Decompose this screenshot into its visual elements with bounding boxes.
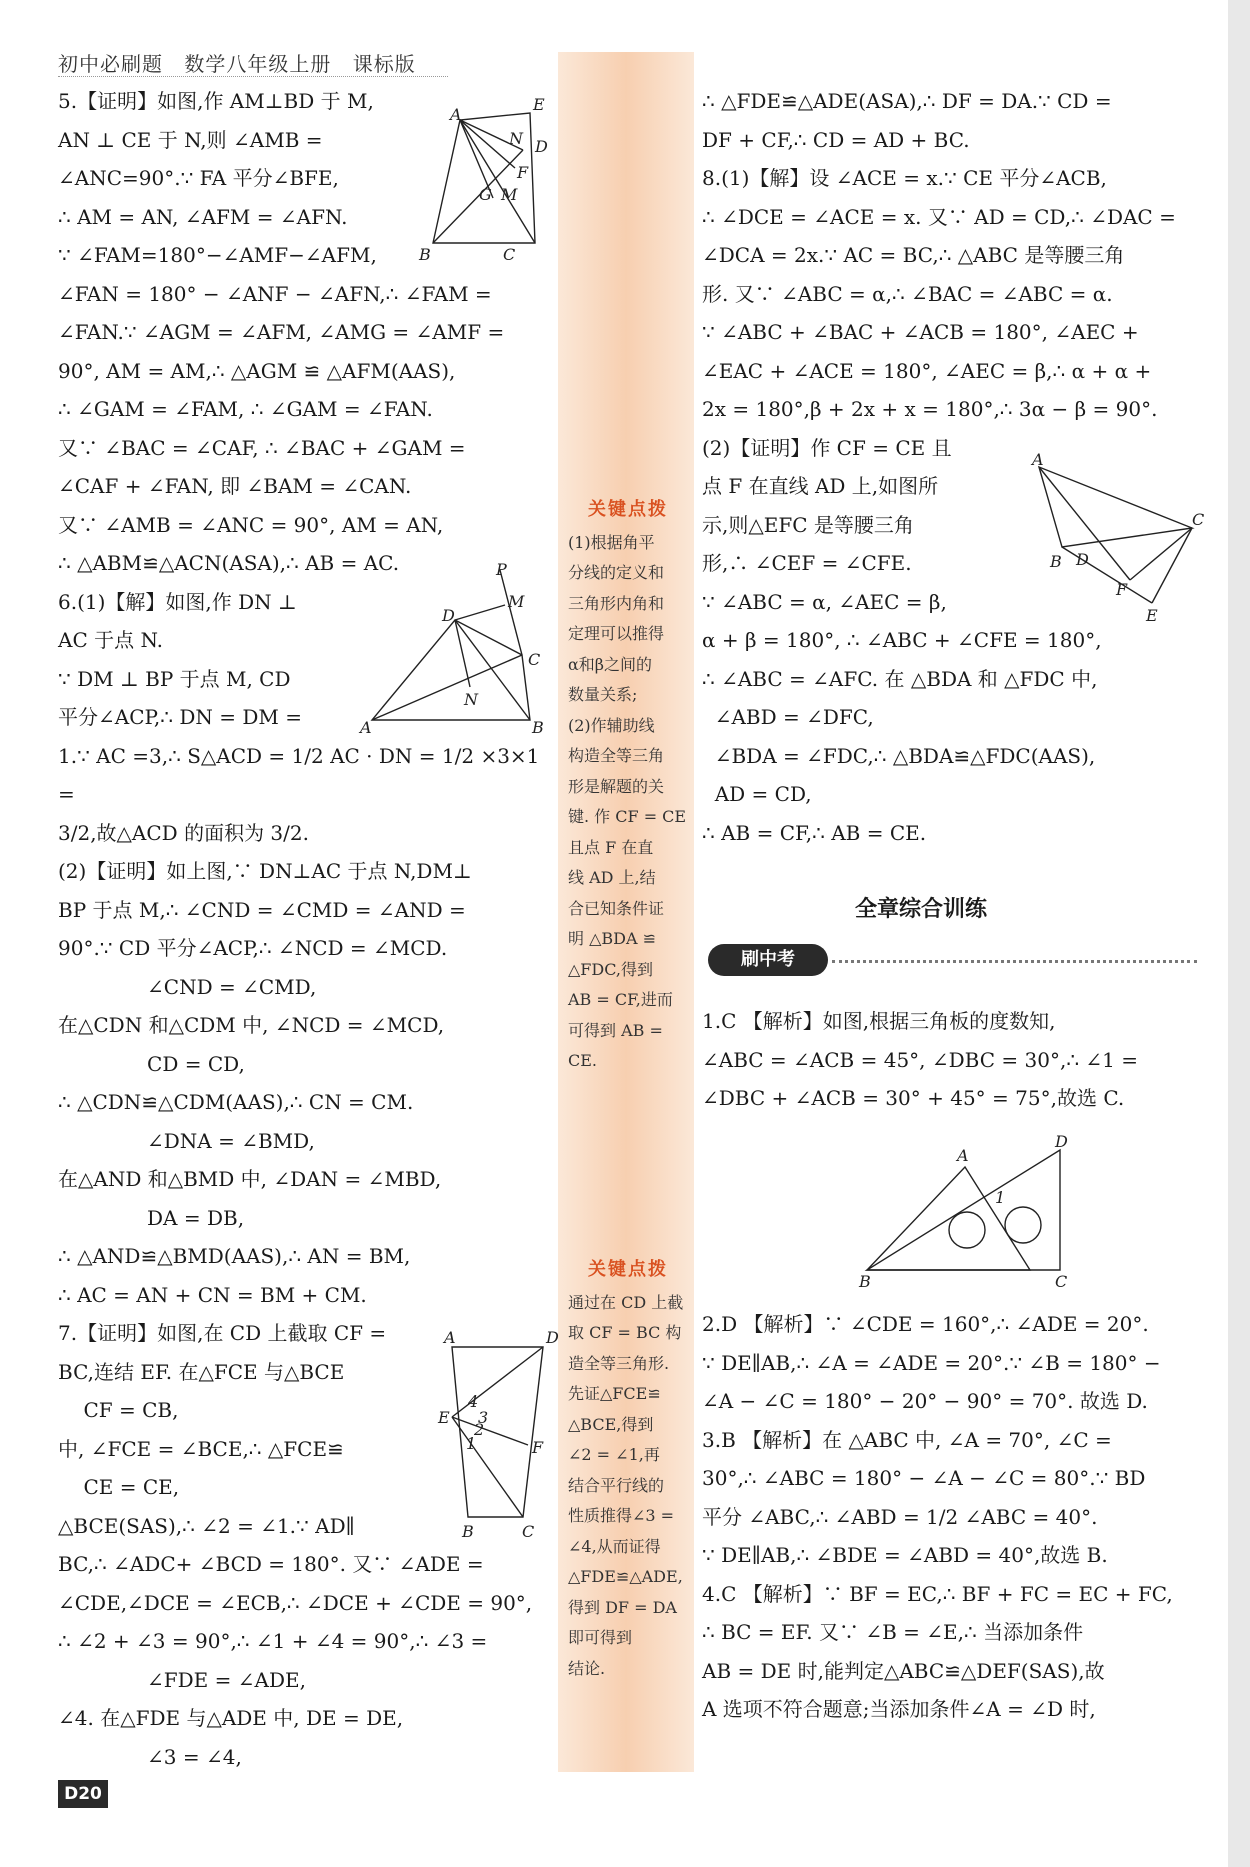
answer-line: 平分 ∠ABC,∴ ∠ABD = 1/2 ∠ABC = 40°. <box>702 1504 1098 1529</box>
fig5-label-m: M <box>501 185 518 204</box>
fig6-label-p: P <box>496 560 507 579</box>
solution-line: ∴ AB = CF,∴ AB = CE. <box>702 820 927 845</box>
fig8-label-c: C <box>1192 510 1205 529</box>
fig7-label-d: D <box>546 1328 559 1347</box>
fig6-label-c: C <box>528 650 541 669</box>
answer-line: ∵ DE∥AB,∴ ∠BDE = ∠ABD = 40°,故选 B. <box>702 1543 1108 1567</box>
tip-line: 数量关系; <box>568 685 638 704</box>
tip-title: 关键点拨 <box>588 499 668 520</box>
figure-problem-7 <box>438 1325 558 1540</box>
solution-line: BC,连结 EF. 在△FCE 与△BCE <box>58 1359 345 1384</box>
fig6-label-n: N <box>464 690 478 709</box>
tip-title: 关键点拨 <box>588 1259 668 1280</box>
tip-line: 分线的定义和 <box>568 563 665 582</box>
fig7-label-b: B <box>462 1522 474 1541</box>
solution-line: 7.【证明】如图,在 CD 上截取 CF = <box>58 1321 387 1345</box>
fig6-label-b: B <box>532 718 544 737</box>
solution-line: AC 于点 N. <box>58 628 164 652</box>
fig9-label-a: A <box>957 1146 969 1165</box>
solution-line: ∠FDE = ∠ADE, <box>58 1667 306 1692</box>
fig9-label-c: C <box>1055 1272 1068 1291</box>
tip-line: 可得到 AB = <box>568 1020 663 1040</box>
tip-line: α和β之间的 <box>568 654 653 674</box>
answer-line: ∠ABC = ∠ACB = 45°, ∠DBC = 30°,∴ ∠1 = <box>702 1047 1139 1072</box>
solution-line: DA = DB, <box>58 1205 245 1230</box>
fig5-label-n: N <box>509 129 523 148</box>
solution-line: ∴ AC = AN + CN = BM + CM. <box>58 1282 367 1307</box>
right-column-answers-2 <box>702 1305 1207 1729</box>
exam-badge: 刷中考 <box>708 944 828 976</box>
solution-line: 8.(1)【解】设 ∠ACE = x.∵ CE 平分∠ACB, <box>702 166 1107 190</box>
solution-line: 又∵ ∠BAC = ∠CAF, ∴ ∠BAC + ∠GAM = <box>58 435 466 460</box>
tip-line: △FDE≌△ADE, <box>568 1567 683 1586</box>
fig5-label-c: C <box>503 245 516 264</box>
solution-line: CD = CD, <box>58 1051 245 1076</box>
tip-line: 性质推得∠3 = <box>568 1506 675 1525</box>
solution-line: 点 F 在直线 AD 上,如图所 <box>702 474 939 498</box>
fig8-label-d: D <box>1076 550 1089 569</box>
tip-line: (2)作辅助线 <box>568 715 655 735</box>
solution-line: 2x = 180°,β + 2x + x = 180°,∴ 3α − β = 90°. <box>702 397 1158 421</box>
badge-rule <box>832 960 1197 963</box>
solution-line: AD = CD, <box>702 782 812 806</box>
fig7-label-2: 2 <box>474 1420 485 1439</box>
tip-line: (1)根据角平 <box>568 532 655 552</box>
header-subject: 数学八年级上册 <box>184 52 332 76</box>
fig7-label-1: 1 <box>466 1434 477 1453</box>
solution-line: ∠DCA = 2x.∵ AC = BC,∴ △ABC 是等腰三角 <box>702 243 1125 267</box>
tip-line: 线 AD 上,结 <box>568 868 656 887</box>
solution-line: ∴ △CDN≌△CDM(AAS),∴ CN = CM. <box>58 1090 414 1114</box>
tip-line: 合已知条件证 <box>568 898 665 918</box>
tip-line: 取 CF = BC 构 <box>568 1323 682 1342</box>
solution-line: ∴ ∠GAM = ∠FAM, ∴ ∠GAM = ∠FAN. <box>58 397 433 421</box>
fig7-label-3: 3 <box>478 1408 489 1427</box>
right-column-answers <box>702 1002 1207 1118</box>
fig8-label-a: A <box>1032 450 1044 469</box>
figure-problem-5 <box>415 88 555 263</box>
tip-line: 结论. <box>568 1658 606 1678</box>
fig5-label-a: A <box>450 105 462 124</box>
answer-line: 4.C 【解析】∵ BF = EC,∴ BF + FC = EC + FC, <box>702 1581 1173 1606</box>
header-rule <box>58 76 448 77</box>
solution-line: α + β = 180°, ∴ ∠ABC + ∠CFE = 180°, <box>702 628 1102 652</box>
solution-line: 3/2,故△ACD 的面积为 3/2. <box>58 820 309 845</box>
solution-line: 平分∠ACP,∴ DN = DM = <box>58 705 302 729</box>
fig7-label-4: 4 <box>468 1392 479 1411</box>
fig5-label-f: F <box>517 163 529 182</box>
fig6-label-d: D <box>442 606 455 625</box>
solution-line: ∠FAN = 180° − ∠ANF − ∠AFN,∴ ∠FAM = <box>58 281 492 306</box>
tip-box-2 <box>568 1255 688 1684</box>
tip-line: 定理可以推得 <box>568 624 665 643</box>
fig5-label-g: G <box>479 185 492 204</box>
tip-line: 形是解题的关 <box>568 776 665 796</box>
tip-line: ∠2 = ∠1,再 <box>568 1445 660 1464</box>
solution-line: ∠3 = ∠4, <box>58 1744 242 1769</box>
tip-line: ∠4,从而证得 <box>568 1536 661 1556</box>
tip-line: △BCE,得到 <box>568 1414 654 1434</box>
solution-line: BP 于点 M,∴ ∠CND = ∠CMD = ∠AND = <box>58 897 466 922</box>
solution-line: ∠CAF + ∠FAN, 即 ∠BAM = ∠CAN. <box>58 474 412 498</box>
answer-line: ∠A − ∠C = 180° − 20° − 90° = 70°. 故选 D. <box>702 1389 1148 1413</box>
answer-line: ∵ DE∥AB,∴ ∠A = ∠ADE = 20°.∵ ∠B = 180° − <box>702 1350 1161 1375</box>
tip-line: 明 △BDA ≌ <box>568 929 657 948</box>
figure-exam-1 <box>855 1132 1075 1291</box>
page-edge <box>1228 0 1250 1867</box>
solution-line: 形,∴ ∠CEF = ∠CFE. <box>702 551 912 575</box>
tip-line: CE. <box>568 1051 598 1070</box>
fig9-label-d: D <box>1055 1132 1068 1151</box>
figure-problem-8 <box>1022 450 1205 625</box>
fig7-label-a: A <box>444 1328 456 1347</box>
answer-line: A 选项不符合题意;当添加条件∠A = ∠D 时, <box>702 1697 1096 1721</box>
figure-problem-6 <box>360 560 555 740</box>
fig7-label-e: E <box>438 1408 450 1427</box>
answer-line: 30°,∴ ∠ABC = 180° − ∠A − ∠C = 80°.∵ BD <box>702 1466 1146 1490</box>
solution-line: ∠CND = ∠CMD, <box>58 974 317 999</box>
solution-line: 5.【证明】如图,作 AM⊥BD 于 M, <box>58 89 374 113</box>
solution-line: ∠CDE,∠DCE = ∠ECB,∴ ∠DCE + ∠CDE = 90°, <box>58 1590 533 1615</box>
solution-line: 1.∵ AC =3,∴ S△ACD = 1/2 AC · DN = 1/2 ×3×1 = <box>58 743 546 806</box>
solution-line: 中, ∠FCE = ∠BCE,∴ △FCE≌ <box>58 1436 344 1461</box>
tip-line: 通过在 CD 上截 <box>568 1292 684 1312</box>
fig5-label-e: E <box>533 95 545 114</box>
tip-line: 键. 作 CF = CE <box>568 807 687 826</box>
solution-line: 示,则△EFC 是等腰三角 <box>702 512 914 537</box>
solution-line: CF = CB, <box>58 1398 179 1422</box>
solution-line: 在△CDN 和△CDM 中, ∠NCD = ∠MCD, <box>58 1013 445 1037</box>
tip-line: △FDC,得到 <box>568 959 653 979</box>
solution-line: ∵ DM ⊥ BP 于点 M, CD <box>58 666 291 691</box>
solution-line: 形. 又∵ ∠ABC = α,∴ ∠BAC = ∠ABC = α. <box>702 281 1113 306</box>
answer-line: 1.C 【解析】如图,根据三角板的度数知, <box>702 1009 1056 1033</box>
solution-line: ∴ △AND≌△BMD(AAS),∴ AN = BM, <box>58 1244 411 1268</box>
solution-line: (2)【证明】作 CF = CE 且 <box>702 435 952 460</box>
solution-line: △BCE(SAS),∴ ∠2 = ∠1.∵ AD∥ <box>58 1513 355 1538</box>
tip-line: 且点 F 在直 <box>568 837 654 857</box>
answer-line: AB = DE 时,能判定△ABC≌△DEF(SAS),故 <box>702 1658 1105 1683</box>
fig6-label-a: A <box>360 718 372 737</box>
tip-line: 三角形内角和 <box>568 593 665 613</box>
solution-line: ∵ ∠ABC = α, ∠AEC = β, <box>702 589 947 614</box>
fig8-label-f: F <box>1116 580 1128 599</box>
tip-box-1 <box>568 495 688 1077</box>
solution-line: DF + CF,∴ CD = AD + BC. <box>702 127 970 152</box>
tip-line: 即可得到 <box>568 1628 633 1647</box>
fig8-label-b: B <box>1050 552 1062 571</box>
page-number: D20 <box>58 1780 108 1808</box>
fig9-label-b: B <box>859 1272 871 1291</box>
solution-line: ∴ ∠DCE = ∠ACE = x. 又∵ AD = CD,∴ ∠DAC = <box>702 204 1176 229</box>
solution-line: ∵ ∠FAM=180°−∠AMF−∠AFM, <box>58 243 377 267</box>
header-series: 初中必刷题 <box>58 52 163 76</box>
answer-line: ∠DBC + ∠ACB = 30° + 45° = 75°,故选 C. <box>702 1086 1125 1110</box>
solution-line: ∴ △FDE≌△ADE(ASA),∴ DF = DA.∵ CD = <box>702 89 1112 113</box>
solution-line: ∠ABD = ∠DFC, <box>702 705 874 729</box>
solution-line: ∴ ∠ABC = ∠AFC. 在 △BDA 和 △FDC 中, <box>702 666 1098 691</box>
fig9-label-1: 1 <box>995 1188 1006 1207</box>
running-header <box>58 48 430 77</box>
header-edition: 课标版 <box>352 52 416 76</box>
solution-line: ∠EAC + ∠ACE = 180°, ∠AEC = β,∴ α + α + <box>702 358 1152 383</box>
answer-line: 2.D 【解析】∵ ∠CDE = 160°,∴ ∠ADE = 20°. <box>702 1312 1149 1336</box>
solution-line: BC,∴ ∠ADC+ ∠BCD = 180°. 又∵ ∠ADE = <box>58 1552 484 1576</box>
answer-line: ∴ BC = EF. 又∵ ∠B = ∠E,∴ 当添加条件 <box>702 1620 1084 1644</box>
solution-line: (2)【证明】如上图,∵ DN⊥AC 于点 N,DM⊥ <box>58 859 472 883</box>
solution-line: ∠4. 在△FDE 与△ADE 中, DE = DE, <box>58 1706 404 1730</box>
tip-line: 得到 DF = DA <box>568 1597 677 1617</box>
solution-line: ∠BDA = ∠FDC,∴ △BDA≌△FDC(AAS), <box>702 743 1096 768</box>
solution-line: ∴ △ABM≌△ACN(ASA),∴ AB = AC. <box>58 551 400 575</box>
solution-line: 又∵ ∠AMB = ∠ANC = 90°, AM = AN, <box>58 512 444 537</box>
fig5-label-b: B <box>419 245 431 264</box>
solution-line: 6.(1)【解】如图,作 DN ⊥ <box>58 589 297 614</box>
solution-line: ∠ANC=90°.∵ FA 平分∠BFE, <box>58 166 339 190</box>
solution-line: ∴ AM = AN, ∠AFM = ∠AFN. <box>58 204 348 229</box>
solution-line: ∴ ∠2 + ∠3 = 90°,∴ ∠1 + ∠4 = 90°,∴ ∠3 = <box>58 1629 488 1653</box>
section-title: 全章综合训练 <box>855 897 988 922</box>
solution-line: 90°.∵ CD 平分∠ACP,∴ ∠NCD = ∠MCD. <box>58 936 448 960</box>
fig7-label-c: C <box>522 1522 535 1541</box>
fig8-label-e: E <box>1146 606 1158 625</box>
fig7-label-f: F <box>532 1438 544 1457</box>
solution-line: 在△AND 和△BMD 中, ∠DAN = ∠MBD, <box>58 1167 442 1191</box>
tip-line: 造全等三角形. <box>568 1353 670 1373</box>
solution-line: CE = CE, <box>58 1475 180 1499</box>
tip-line: 构造全等三角 <box>568 746 665 765</box>
solution-line: ∵ ∠ABC + ∠BAC + ∠ACB = 180°, ∠AEC + <box>702 320 1139 344</box>
solution-line: 90°, AM = AM,∴ △AGM ≌ △AFM(AAS), <box>58 358 456 383</box>
fig5-label-d: D <box>535 137 548 156</box>
solution-line: ∠FAN.∵ ∠AGM = ∠AFM, ∠AMG = ∠AMF = <box>58 320 505 344</box>
tip-line: AB = CF,进而 <box>568 990 673 1009</box>
fig6-label-m: M <box>508 592 525 611</box>
solution-line: AN ⊥ CE 于 N,则 ∠AMB = <box>58 127 323 152</box>
tip-line: 先证△FCE≌ <box>568 1384 661 1403</box>
tip-line: 结合平行线的 <box>568 1475 665 1495</box>
solution-line: ∠DNA = ∠BMD, <box>58 1128 315 1153</box>
answer-line: 3.B 【解析】在 △ABC 中, ∠A = 70°, ∠C = <box>702 1427 1112 1452</box>
